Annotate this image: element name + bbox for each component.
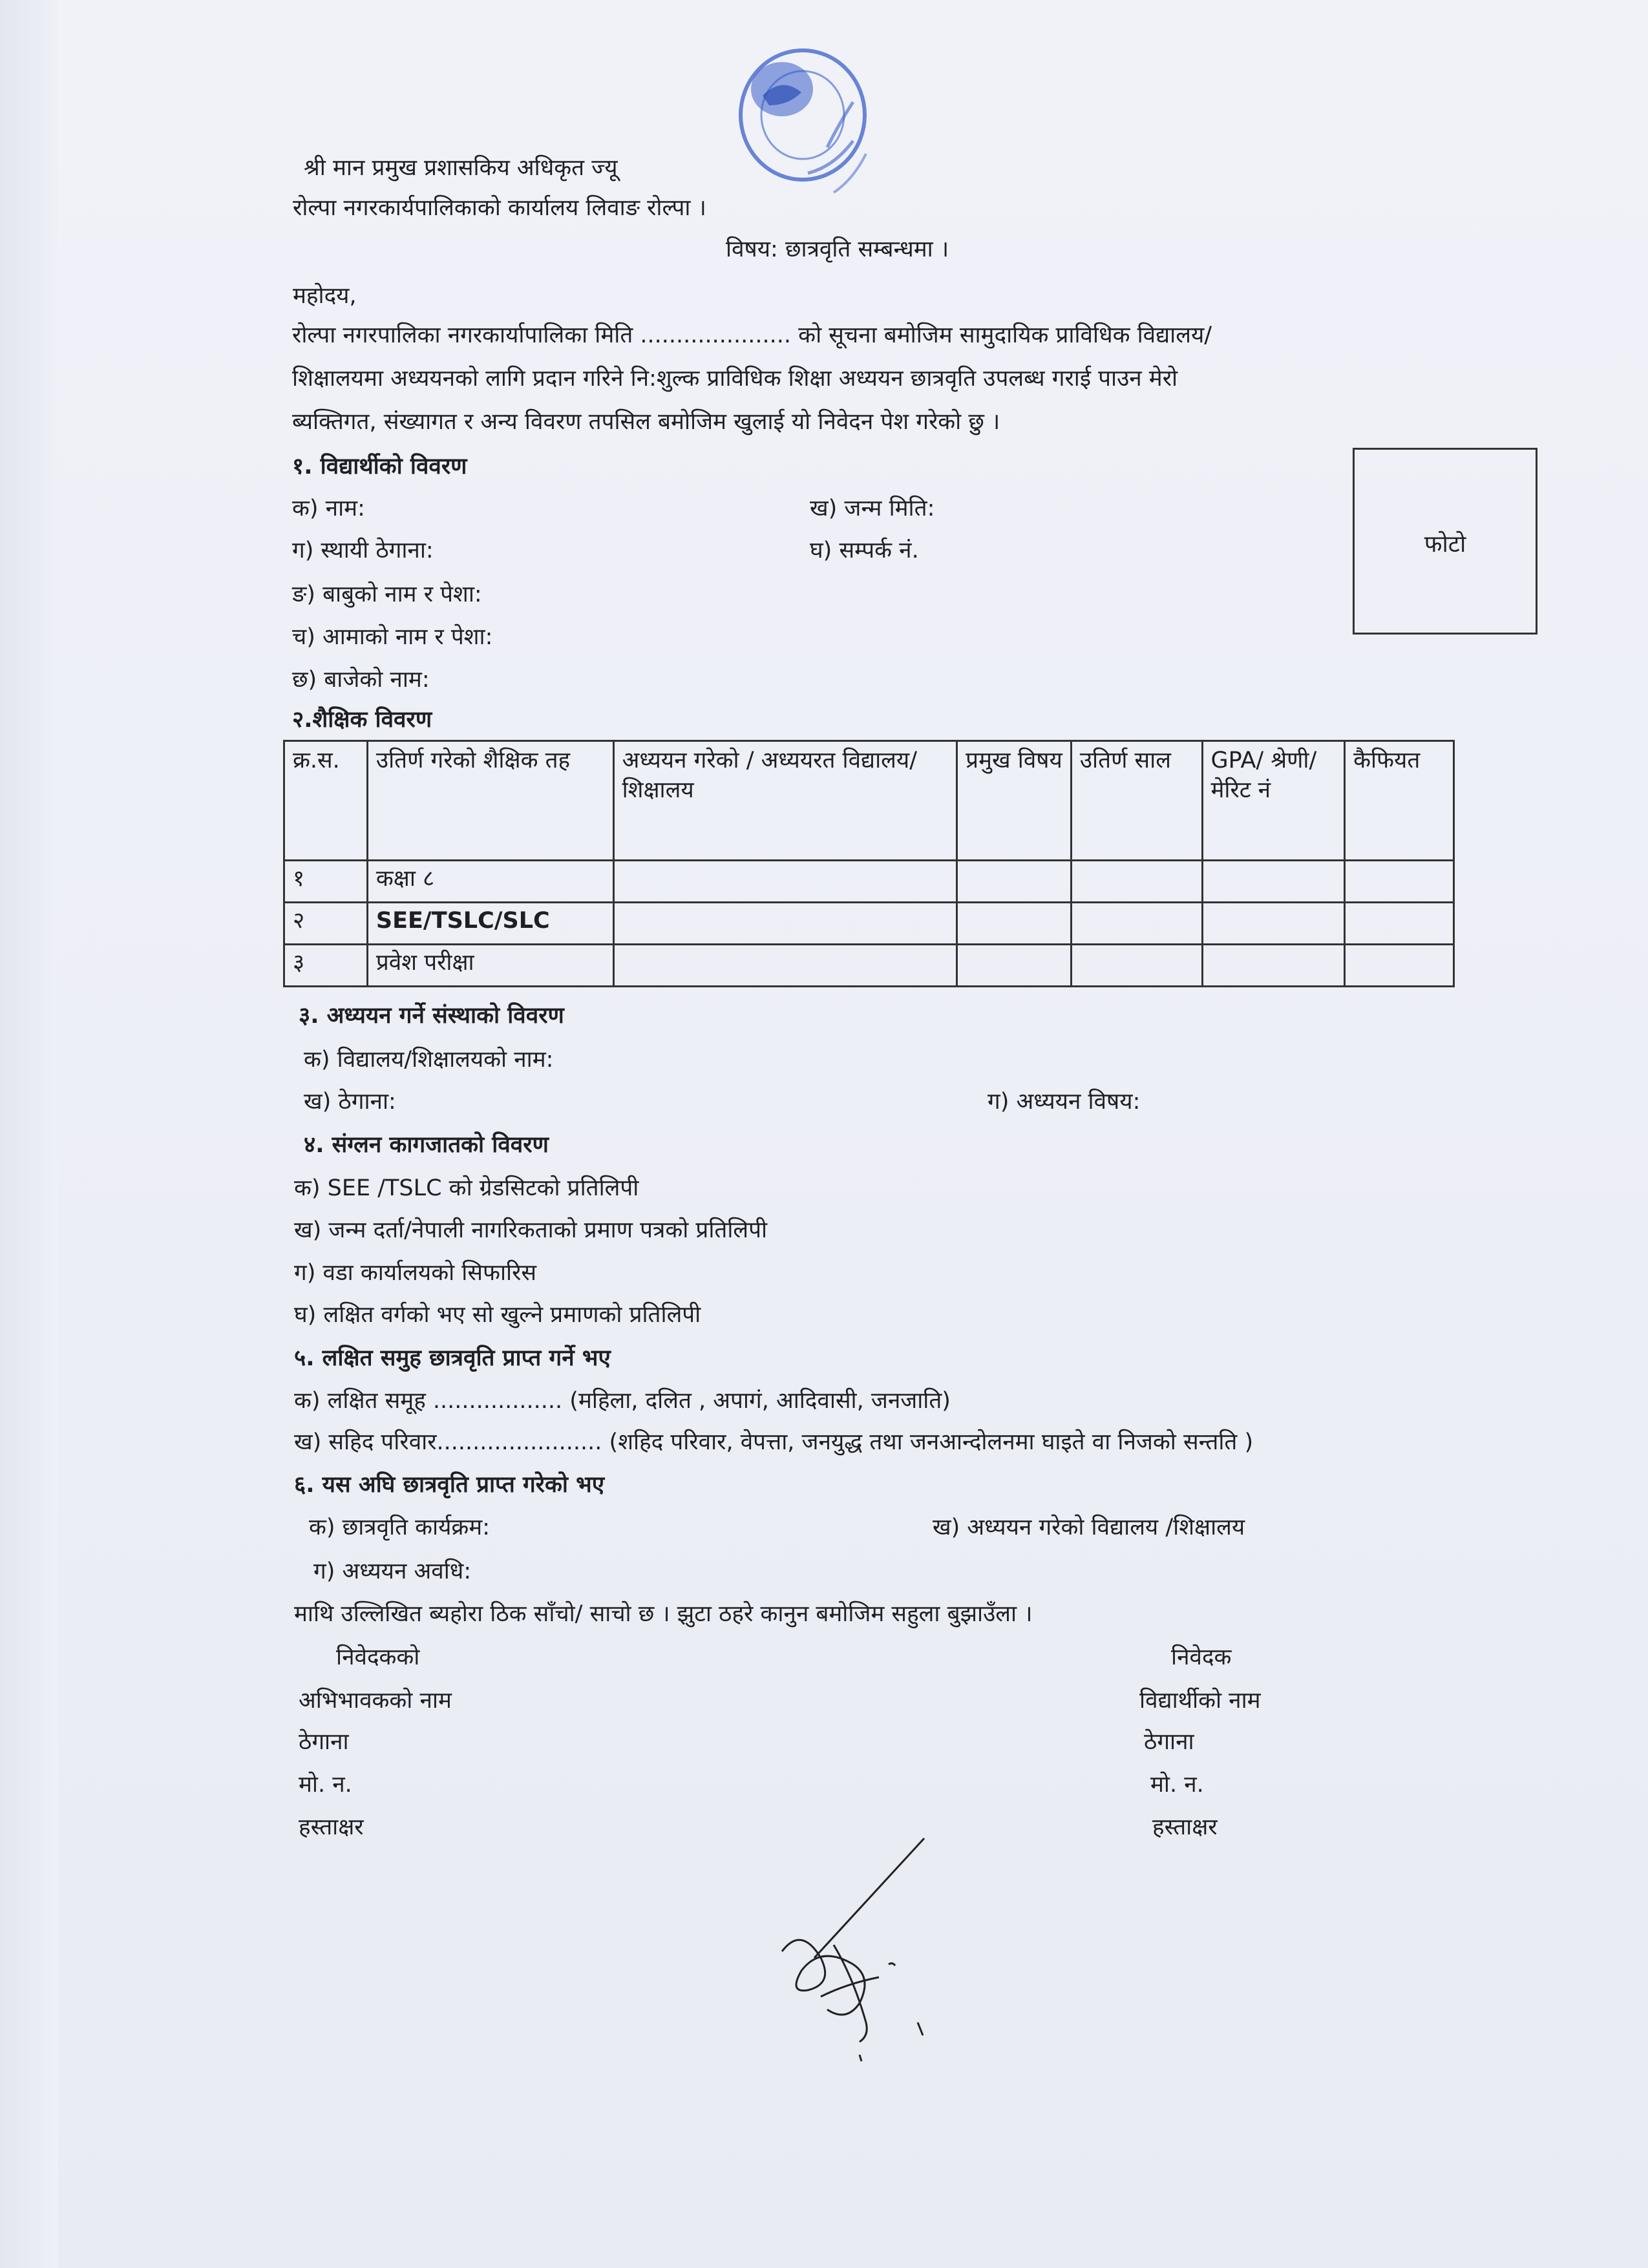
empty-cell[interactable]	[957, 861, 1072, 903]
empty-cell[interactable]	[613, 945, 957, 987]
empty-cell[interactable]	[613, 861, 957, 903]
table-row	[284, 903, 1454, 945]
study-subject-label: ग) अध्ययन विषय:	[988, 1089, 1141, 1115]
table-header-row	[284, 741, 1454, 861]
column-header: क्र.स.	[284, 741, 368, 861]
addressee-line-2: रोल्पा नगरकार्यपालिकाको कार्यालय लिवाङ रोल्पा ।	[293, 195, 706, 221]
row-level: कक्षा ८	[367, 861, 613, 903]
empty-cell[interactable]	[1202, 861, 1345, 903]
row-serial: १	[284, 861, 368, 903]
photo-box	[1353, 448, 1537, 635]
section-6-heading: ६. यस अघि छात्रवृति प्राप्त गरेको भए	[294, 1472, 605, 1498]
contact-number-label: घ) सम्पर्क नं.	[810, 538, 919, 563]
row-serial: ३	[284, 945, 368, 987]
empty-cell[interactable]	[1202, 945, 1345, 987]
section-2-heading: २.शैक्षिक विवरण	[292, 707, 432, 733]
intro-line-2: शिक्षालयमा अध्ययनको लागि प्रदान गरिने नि:शुल्क प्राविधिक शिक्षा अध्ययन छात्रवृति उपलब्ध गराई पाउन मेरो	[292, 366, 1178, 392]
photo-label: फोटो	[1424, 531, 1466, 558]
study-period-label: ग) अध्ययन अवधि:	[313, 1559, 472, 1584]
row-level: SEE/TSLC/SLC	[367, 903, 613, 945]
grandfather-name-label: छ) बाजेको नाम:	[292, 667, 430, 693]
intro-line-3: ब्यक्तिगत, संख्यागत र अन्य विवरण तपसिल बमोजिम खुलाई यो निवेदन पेश गरेको छु ।	[292, 409, 1000, 435]
table-row	[284, 861, 1454, 903]
education-table	[283, 740, 1455, 987]
document-item: ग) वडा कार्यालयको सिफारिस	[294, 1260, 537, 1286]
guardian-title: निवेदकको	[336, 1644, 420, 1670]
empty-cell[interactable]	[957, 903, 1072, 945]
declaration-line: माथि उल्लिखित ब्यहोरा ठिक साँचो/ साचो छ । झुटा ठहरे कानुन बमोजिम सहुला बुझाउँला ।	[294, 1601, 1033, 1627]
document-item: क) SEE /TSLC को ग्रेडसिटको प्रतिलिपी	[294, 1175, 639, 1201]
page-shadow-edge	[0, 0, 58, 2268]
section-1-heading: १. विद्यार्थीको विवरण	[292, 454, 467, 479]
empty-cell[interactable]	[957, 945, 1072, 987]
target-group-line: क) लक्षित समूह .................. (महिला, दलित , अपागं, आदिवासी, जनजाति)	[294, 1388, 951, 1414]
empty-cell[interactable]	[1202, 903, 1345, 945]
applicant-signature-label: हस्ताक्षर	[1152, 1814, 1218, 1840]
guardian-name-label: अभिभावकको नाम	[299, 1688, 452, 1714]
applicant-mobile-label: मो. न.	[1150, 1772, 1204, 1798]
addressee-line-1: श्री मान प्रमुख प्रशासकिय अधिकृत ज्यू	[304, 155, 618, 181]
intro-line-1: रोल्पा नगरपालिका नगरकार्यापालिका मिति ..................... को सूचना बमोजिम सामुदायिक प्राविधिक विद्यालय/	[292, 322, 1212, 348]
row-serial: २	[284, 903, 368, 945]
applicant-name-label: विद्यार्थीको नाम	[1139, 1688, 1261, 1714]
column-header: प्रमुख विषय	[957, 741, 1072, 861]
empty-cell[interactable]	[1345, 861, 1454, 903]
mother-name-label: च) आमाको नाम र पेशा:	[292, 624, 493, 650]
applicant-title: निवेदक	[1171, 1644, 1232, 1670]
empty-cell[interactable]	[1071, 945, 1202, 987]
guardian-mobile-label: मो. न.	[299, 1772, 352, 1798]
document-item: ख) जन्म दर्ता/नेपाली नागरिकताको प्रमाण पत्रको प्रतिलिपी	[294, 1217, 768, 1243]
previous-school-label: ख) अध्ययन गरेको विद्यालय /शिक्षालय	[933, 1515, 1245, 1540]
row-level: प्रवेश परीक्षा	[367, 945, 613, 987]
empty-cell[interactable]	[613, 903, 957, 945]
column-header: उतिर्ण साल	[1071, 741, 1202, 861]
office-stamp	[730, 44, 892, 218]
document-item: घ) लक्षित वर्गको भए सो खुल्ने प्रमाणको प्रतिलिपी	[294, 1302, 701, 1328]
column-header: उतिर्ण गरेको शैक्षिक तह	[367, 741, 613, 861]
section-5-heading: ५. लक्षित समुह छात्रवृति प्राप्त गर्ने भए	[294, 1345, 611, 1371]
section-4-heading: ४. संग्लन कागजातको विवरण	[304, 1132, 549, 1158]
martyr-family-line: ख) सहिद परिवार....................... (शहिद परिवार, वेपत्ता, जनयुद्ध तथा जनआन्दोलनमा घाइते वा निजको सन्तति )	[294, 1429, 1254, 1455]
table-row	[284, 945, 1454, 987]
handwritten-signature	[763, 1829, 956, 2068]
scholarship-program-label: क) छात्रवृति कार्यक्रम:	[309, 1515, 491, 1540]
salutation: महोदय,	[293, 283, 357, 309]
empty-cell[interactable]	[1071, 903, 1202, 945]
column-header: अध्ययन गरेको / अध्ययरत विद्यालय/ शिक्षालय	[613, 741, 957, 861]
father-name-label: ङ) बाबुको नाम र पेशा:	[292, 582, 482, 607]
guardian-address-label: ठेगाना	[299, 1729, 349, 1755]
permanent-address-label: ग) स्थायी ठेगाना:	[292, 538, 434, 563]
empty-cell[interactable]	[1071, 861, 1202, 903]
empty-cell[interactable]	[1345, 903, 1454, 945]
subject-line: विषय: छात्रवृति सम्बन्धमा ।	[726, 236, 949, 262]
empty-cell[interactable]	[1345, 945, 1454, 987]
column-header: GPA/ श्रेणी/मेरिट नं	[1202, 741, 1345, 861]
institution-address-label: ख) ठेगाना:	[304, 1089, 396, 1115]
student-name-label: क) नाम:	[292, 496, 365, 521]
column-header: कैफियत	[1345, 741, 1454, 861]
section-3-heading: ३. अध्ययन गर्ने संस्थाको विवरण	[299, 1003, 564, 1029]
guardian-signature-label: हस्ताक्षर	[299, 1814, 364, 1840]
applicant-address-label: ठेगाना	[1144, 1729, 1194, 1755]
dob-label: ख) जन्म मिति:	[810, 496, 935, 521]
school-name-label: क) विद्यालय/शिक्षालयको नाम:	[304, 1047, 554, 1073]
